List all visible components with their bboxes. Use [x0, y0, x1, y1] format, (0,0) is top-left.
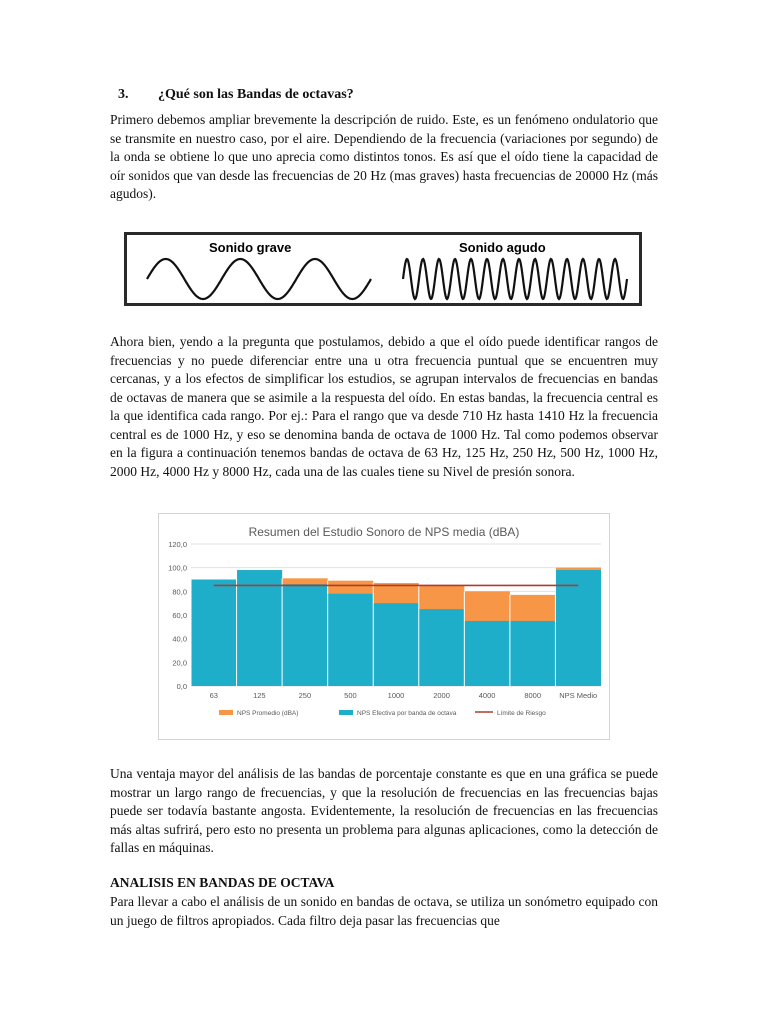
- y-tick-label: 120,0: [168, 540, 187, 549]
- legend-swatch: [339, 710, 353, 715]
- chart-title: Resumen del Estudio Sonoro de NPS media (dBA): [248, 525, 520, 539]
- y-tick-label: 20,0: [172, 658, 187, 668]
- x-tick-label: 125: [253, 691, 266, 700]
- legend-label: NPS Efectiva por banda de octava: [357, 710, 457, 717]
- y-tick-label: 60,0: [172, 611, 187, 620]
- x-tick-label: 4000: [478, 691, 496, 700]
- x-tick-label: 8000: [524, 691, 542, 700]
- high-sound-label: Sonido agudo: [459, 240, 546, 255]
- nps-chart: [158, 513, 610, 740]
- octave-analysis-paragraph: Para llevar a cabo el análisis de un sonido en bandas de octava, se utiliza un sonómetro equipado con un juego de filtros apropiados. Cada filtro deja pasar las frecuencias que: [110, 894, 658, 928]
- y-tick-label: 40,0: [172, 634, 187, 644]
- bar-nps-efectiva: [555, 570, 601, 686]
- wave-figure: [124, 232, 642, 306]
- x-tick-label: 1000: [387, 691, 405, 700]
- bar-nps-efectiva: [328, 594, 374, 686]
- section-heading: [118, 87, 354, 103]
- x-tick-label: 250: [298, 691, 312, 700]
- bar-nps-efectiva: [373, 603, 419, 686]
- x-tick-label: 63: [209, 691, 218, 700]
- low-sound-label: Sonido grave: [209, 240, 292, 255]
- bar-nps-efectiva: [510, 621, 556, 686]
- legend-swatch: [219, 710, 233, 715]
- section-number: 3.: [118, 87, 129, 102]
- x-tick-label: 2000: [433, 691, 450, 700]
- octave-analysis-title: ANALISIS EN BANDAS DE OCTAVA: [110, 875, 335, 890]
- bar-nps-efectiva: [237, 570, 283, 686]
- intro-paragraph: Primero debemos ampliar brevemente la descripción de ruido. Este, es un fenómeno ondulatorio que se transmite en nuestro caso, por el aire. Dependiendo de la frecuencia (variaciones por segundo) de la onda se obtiene lo que uno aprecia como distintos tonos. Es así que el oído tiene la capacidad de oír sonidos que van desde las frecuencias de 20 Hz (mas graves) hasta frecuencias de 20000 Hz (más agudos).: [110, 112, 658, 201]
- x-tick-label: 500: [344, 691, 357, 700]
- y-tick-label: 100,0: [168, 563, 187, 573]
- section-title: ¿Qué son las Bandas de octavas?: [158, 87, 354, 102]
- bar-nps-efectiva: [464, 621, 510, 686]
- octave-bands-paragraph: Ahora bien, yendo a la pregunta que postulamos, debido a que el oído puede identificar rangos de frecuencias y no puede diferenciar entre una u otra frecuencia puntual que se encuentren muy cercanas, y a los efectos de simplificar los estudios, se agrupan intervalos de frecuencias en bandas de octavas de manera que se asimile a la respuesta del oído. En estas bandas, la frecuencia central es la que identifica cada rango. Por ej.: Para el rango que va desde 710 Hz hasta 1410 Hz la frecuencia central es de 1000 Hz, y eso se denomina banda de octava de 1000 Hz. Tal como podemos observar en la figura a continuación tenemos bandas de octava de 63 Hz, 125 Hz, 250 Hz, 500 Hz, 1000 Hz, 2000 Hz, 4000 Hz y 8000 Hz, cada una de las cuales tiene su Nivel de presión sonora.: [110, 334, 658, 479]
- x-tick-label: NPS Medio: [559, 691, 598, 700]
- high-frequency-wave: [403, 259, 627, 299]
- advantage-paragraph: Una ventaja mayor del análisis de las bandas de porcentaje constante es que en una gráfica se puede mostrar un largo rango de frecuencias, y que la resolución de frecuencias en las frecuencias bajas puede ser todavía bastante angosta. Evidentemente, la resolución de frecuencias en las frecuencias más altas sufrirá, pero esto no presenta un problema para algunas aplicaciones, como la detección de fallas en máquinas.: [110, 766, 658, 855]
- bar-nps-efectiva: [419, 609, 465, 686]
- low-frequency-wave: [147, 259, 371, 299]
- legend-label: Límite de Riesgo: [497, 710, 546, 717]
- y-tick-label: 0,0: [176, 682, 187, 691]
- bar-nps-efectiva: [191, 580, 237, 687]
- bar-nps-efectiva: [282, 584, 328, 686]
- legend-label: NPS Promedio (dBA): [237, 710, 299, 717]
- y-tick-label: 80,0: [172, 587, 187, 597]
